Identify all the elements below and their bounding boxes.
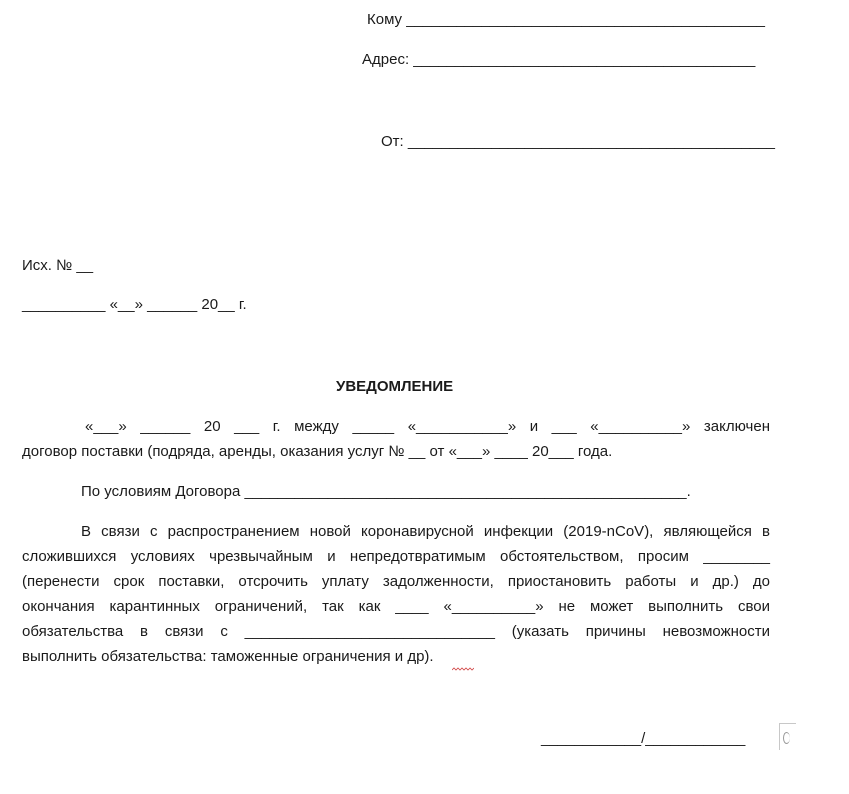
outgoing-date: __________ «__» ______ 20__ г. xyxy=(22,296,247,313)
document-title: УВЕДОМЛЕНИЕ xyxy=(336,378,454,395)
signature-line: ____________/____________ xyxy=(541,730,746,747)
address-line: Адрес: _________________________________________ xyxy=(362,51,756,68)
spellcheck-underline xyxy=(452,667,474,671)
notice-paragraph-line-4: окончания карантинных ограничений, так как ____ «__________» не может выполнить свои xyxy=(22,598,770,615)
notice-paragraph-line-1: В связи с распространением новой коронавирусной инфекции (2019-nCoV), являющейся в xyxy=(81,523,770,540)
page-corner-widget[interactable] xyxy=(779,723,796,750)
contract-paragraph-line-1: «___» ______ 20 ___ г. между _____ «___________» и ___ «__________» заключен xyxy=(85,418,770,435)
paste-options-icon xyxy=(783,732,790,744)
notice-paragraph-line-3: (перенести срок поставки, отсрочить уплату задолженности, приостановить работы и др.) до xyxy=(22,573,770,590)
notice-paragraph-line-6: выполнить обязательства: таможенные ограничения и др). xyxy=(22,648,434,665)
contract-terms-paragraph: По условиям Договора _____________________________________________________. xyxy=(81,483,691,500)
notice-paragraph-line-5: обязательства в связи с ______________________________ (указать причины невозможности xyxy=(22,623,770,640)
contract-paragraph-line-2: договор поставки (подряда, аренды, оказания услуг № __ от «___» ____ 20___ года. xyxy=(22,443,613,460)
outgoing-number: Исх. № __ xyxy=(22,257,94,274)
to-line: Кому ___________________________________________ xyxy=(367,11,765,28)
notice-paragraph-line-2: сложившихся условиях чрезвычайным и непредотвратимым обстоятельством, просим ________ xyxy=(22,548,770,565)
from-line: От: ____________________________________________ xyxy=(381,133,775,150)
